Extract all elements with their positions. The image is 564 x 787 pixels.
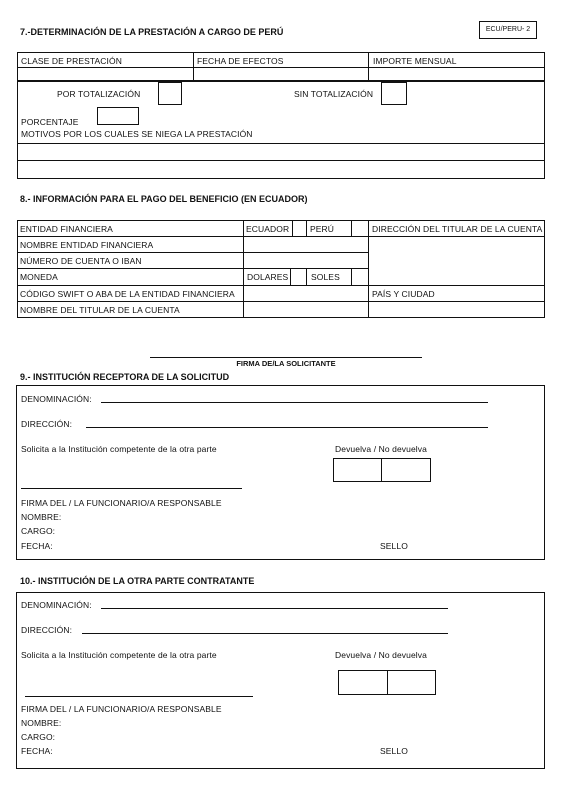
entidad-financiera-label: ENTIDAD FINANCIERA <box>20 224 113 234</box>
s9-solicita-label: Solicita a la Institución competente de la otra parte <box>21 444 217 454</box>
section-9-title: 9.- INSTITUCIÓN RECEPTORA DE LA SOLICITUD <box>20 372 230 382</box>
ecuador-checkbox[interactable] <box>293 221 306 236</box>
divider <box>17 268 368 269</box>
section-10-title: 10.- INSTITUCIÓN DE LA OTRA PARTE CONTRATANTE <box>20 576 255 586</box>
divider <box>306 268 307 285</box>
divider <box>306 220 307 236</box>
s10-direccion-field[interactable] <box>82 633 448 634</box>
nombre-titular-field[interactable] <box>244 302 367 317</box>
s10-fecha-label: FECHA: <box>21 746 53 756</box>
sin-totalizacion-checkbox[interactable] <box>381 82 407 105</box>
porcentaje-field[interactable] <box>97 107 139 125</box>
col-fecha-efectos: FECHA DE EFECTOS <box>197 56 284 66</box>
s10-direccion-label: DIRECCIÓN: <box>21 625 73 635</box>
nombre-titular-label: NOMBRE DEL TITULAR DE LA CUENTA <box>20 305 180 315</box>
s9-cargo-label: CARGO: <box>21 526 56 536</box>
s10-denominacion-label: DENOMINACIÓN: <box>21 600 92 610</box>
motivos-field-1[interactable] <box>18 144 544 159</box>
sin-totalizacion-label: SIN TOTALIZACIÓN <box>294 89 374 99</box>
firma-solicitante-label: FIRMA DE/LA SOLICITANTE <box>236 359 336 368</box>
importe-mensual-field[interactable] <box>369 68 544 80</box>
s10-devuelva-box[interactable] <box>338 670 388 695</box>
s9-sello-label: SELLO <box>380 541 408 551</box>
s9-denominacion-field[interactable] <box>101 402 488 403</box>
fecha-efectos-field[interactable] <box>194 68 367 80</box>
ecuador-label: ECUADOR <box>246 224 290 234</box>
s10-devuelva-label: Devuelva / No devuelva <box>335 650 427 660</box>
moneda-label: MONEDA <box>20 272 58 282</box>
s10-sello-label: SELLO <box>380 746 408 756</box>
s10-no-devuelva-box[interactable] <box>387 670 436 695</box>
nombre-entidad-label: NOMBRE ENTIDAD FINANCIERA <box>20 240 154 250</box>
s9-firma-label: FIRMA DEL / LA FUNCIONARIO/A RESPONSABLE <box>21 498 222 508</box>
s10-firma-label: FIRMA DEL / LA FUNCIONARIO/A RESPONSABLE <box>21 704 222 714</box>
direccion-titular-label: DIRECCIÓN DEL TITULAR DE LA CUENTA <box>372 224 543 234</box>
swift-field[interactable] <box>244 286 367 301</box>
motivos-field-2[interactable] <box>18 161 544 178</box>
por-totalizacion-checkbox[interactable] <box>158 82 182 105</box>
s9-firma-line[interactable] <box>21 488 242 489</box>
s10-nombre-label: NOMBRE: <box>21 718 62 728</box>
numero-cuenta-label: NÚMERO DE CUENTA O IBAN <box>20 256 142 266</box>
section-9-box <box>16 385 545 560</box>
col-importe-mensual: IMPORTE MENSUAL <box>373 56 457 66</box>
s9-denominacion-label: DENOMINACIÓN: <box>21 394 92 404</box>
col-clase-prestacion: CLASE DE PRESTACIÓN <box>21 56 122 66</box>
por-totalizacion-label: POR TOTALIZACIÓN <box>57 89 141 99</box>
section-10-box <box>16 592 545 769</box>
direccion-titular-field[interactable] <box>369 237 544 284</box>
s9-direccion-field[interactable] <box>86 427 488 428</box>
clase-prestacion-field[interactable] <box>18 68 192 80</box>
s9-direccion-label: DIRECCIÓN: <box>21 419 73 429</box>
s9-devuelva-label: Devuelva / No devuelva <box>335 444 427 454</box>
s10-denominacion-field[interactable] <box>101 608 448 609</box>
s9-devuelva-box[interactable] <box>333 458 382 482</box>
s9-no-devuelva-box[interactable] <box>381 458 431 482</box>
motivos-label: MOTIVOS POR LOS CUALES SE NIEGA LA PRESTACIÓN <box>21 129 253 139</box>
nombre-entidad-field[interactable] <box>244 237 367 252</box>
s10-solicita-label: Solicita a la Institución competente de la otra parte <box>21 650 217 660</box>
dolares-label: DOLARES <box>247 272 289 282</box>
peru-label: PERÚ <box>310 224 335 234</box>
swift-label: CÓDIGO SWIFT O ABA DE LA ENTIDAD FINANCIERA <box>20 289 235 299</box>
section-8-title: 8.- INFORMACIÓN PARA EL PAGO DEL BENEFICIO (EN ECUADOR) <box>20 194 308 204</box>
s10-firma-line[interactable] <box>25 696 253 697</box>
form-code: ECU/PERU- 2 <box>485 26 531 33</box>
pais-ciudad-field[interactable] <box>369 302 544 317</box>
pais-ciudad-label: PAÍS Y CIUDAD <box>372 289 435 299</box>
s9-nombre-label: NOMBRE: <box>21 512 62 522</box>
soles-checkbox[interactable] <box>352 269 368 285</box>
form-code-box <box>479 21 537 39</box>
porcentaje-label: PORCENTAJE <box>21 117 79 127</box>
s10-cargo-label: CARGO: <box>21 732 56 742</box>
section-7-title: 7.-DETERMINACIÓN DE LA PRESTACIÓN A CARGO DE PERÚ <box>20 27 284 37</box>
dolares-checkbox[interactable] <box>291 269 306 285</box>
s9-fecha-label: FECHA: <box>21 541 53 551</box>
numero-cuenta-field[interactable] <box>244 253 367 268</box>
firma-solicitante-line[interactable] <box>150 357 422 358</box>
soles-label: SOLES <box>311 272 340 282</box>
peru-checkbox[interactable] <box>352 221 368 236</box>
